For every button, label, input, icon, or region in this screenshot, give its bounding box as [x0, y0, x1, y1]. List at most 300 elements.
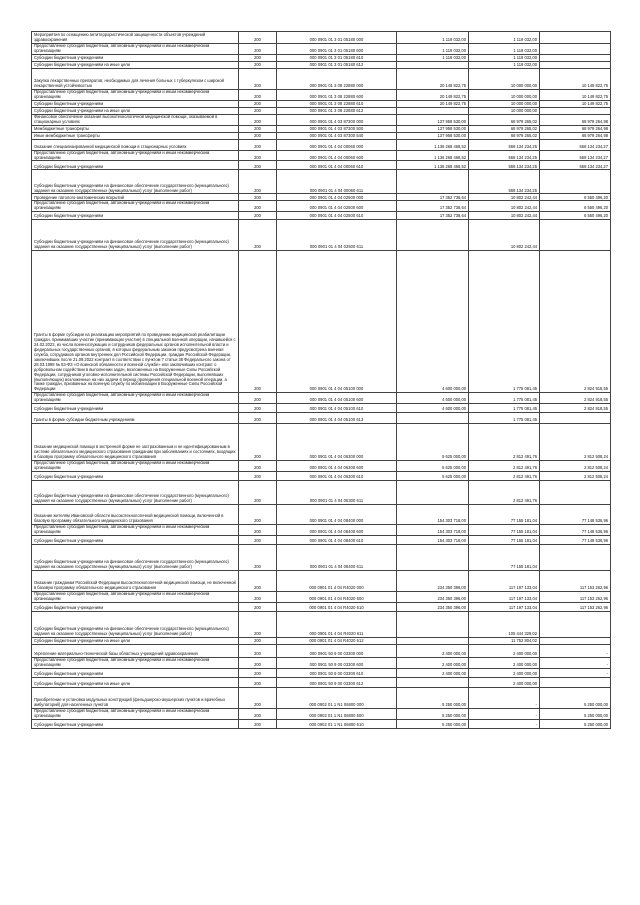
- executed-amount-cell: 2 812 491,76: [469, 424, 540, 461]
- expense-name-cell: Субсидии бюджетным учреждениям: [32, 54, 239, 61]
- line-code-cell: 200: [239, 107, 277, 114]
- expense-name-cell: Субсидии бюджетным учреждениям: [32, 535, 239, 544]
- expense-name-cell: Субсидии бюджетным учреждениям на иные цели: [32, 107, 239, 114]
- budget-classification-code-cell: 000 0901 01 3 08 22880 610: [277, 100, 397, 107]
- budget-classification-code-cell: 000 0901 01 3 08 22880 600: [277, 89, 397, 100]
- line-code-cell: 200: [239, 424, 277, 461]
- budget-classification-code-cell: 000 0901 01 3 01 05180 612: [277, 61, 397, 68]
- unexecuted-amount-cell: [540, 480, 611, 504]
- budget-classification-code-cell: 000 0901 01 4 04 00060 600: [277, 150, 397, 161]
- table-row: [32, 480, 611, 504]
- line-code-cell: 200: [239, 251, 277, 393]
- unexecuted-amount-cell: 117 153 262,96: [540, 591, 611, 602]
- table-row: [32, 591, 611, 602]
- executed-amount-cell: 568 134 234,25: [469, 139, 540, 150]
- line-code-cell: 200: [239, 611, 277, 637]
- budget-classification-code-cell: 000 0901 01 4 03 87300 540: [277, 132, 397, 139]
- line-code-cell: 200: [239, 89, 277, 100]
- table-row: [32, 404, 611, 413]
- expense-name-cell: Предоставление субсидий бюджетным, автономным учреждениям и иным некоммерческим организациям: [32, 44, 239, 55]
- budget-classification-code-cell: 000 0901 01 3 08 22880 000: [277, 68, 397, 89]
- approved-amount-cell: [397, 480, 469, 504]
- table-row: [32, 89, 611, 100]
- budget-classification-code-cell: 000 0902 01 1 N1 06800 600: [277, 708, 397, 719]
- executed-amount-cell: 2 400 000,00: [469, 677, 540, 687]
- unexecuted-amount-cell: [540, 611, 611, 637]
- budget-classification-code-cell: 000 0901 01 4 04 06300 600: [277, 461, 397, 472]
- budget-classification-code-cell: 000 0901 01 4 04 00060 611: [277, 170, 397, 194]
- executed-amount-cell: 10 802 242,44: [469, 201, 540, 212]
- executed-amount-cell: 1 119 032,00: [469, 44, 540, 55]
- expense-name-cell: Предоставление субсидий бюджетным, автономным учреждениям и иным некоммерческим организациям: [32, 461, 239, 472]
- unexecuted-amount-cell: 10 149 822,75: [540, 68, 611, 89]
- expense-name-cell: Предоставление субсидий бюджетным, автономным учреждениям и иным некоммерческим организациям: [32, 591, 239, 602]
- expense-name-cell: Гранты в форме субсидии на реализацию мероприятий по проведению медицинской реабилитации граждан, принимавших участие (принимающих участие) в специальной военной операции, начавшейся с 24.02.2022, из числа военнослужащих и сотрудников федеральных органов исполнительной власти и федеральных государственных органов, в которых федеральным законом предусмотрена военная служба, сотрудников органов внутренних дел Российской Федерации, граждан Российской Федерации, заключивших после 21.09.2022 контракт в соответствии с пунктом 7 статьи 38 Федерального закона от 28.03.1998 № 53-ФЗ «О воинской обязанности и военной службе» или заключивших контракт о добровольном содействии в выполнении задач, возложенных на Вооруженные Силы Российской Федерации, сотрудников уголовно-исполнительной системы Российской Федерации, выполнявших (выполняющих) возложенные на них задачи в период проведения специальной военной операции, а также граждан, призванных на военную службу по мобилизации в Вооруженные Силы Российской Федерации: [32, 251, 239, 393]
- expense-name-cell: Субсидии бюджетным учреждениям: [32, 471, 239, 480]
- table-row: [32, 570, 611, 591]
- expense-name-cell: Предоставление субсидий бюджетным, автономным учреждениям и иным некоммерческим организациям: [32, 708, 239, 719]
- unexecuted-amount-cell: [540, 44, 611, 55]
- expense-name-cell: Субсидии бюджетным учреждениям на финансовое обеспечение государственного (муниципального) задания на оказание государственных (муниципальных) услуг (выполнение работ): [32, 220, 239, 251]
- approved-amount-cell: [397, 413, 469, 424]
- table-row: [32, 170, 611, 194]
- table-row: [32, 644, 611, 657]
- executed-amount-cell: -: [469, 708, 540, 719]
- approved-amount-cell: 17 352 738,64: [397, 201, 469, 212]
- table-row: [32, 413, 611, 424]
- approved-amount-cell: 2 400 000,00: [397, 644, 469, 657]
- line-code-cell: 200: [239, 637, 277, 644]
- table-row: [32, 114, 611, 125]
- unexecuted-amount-cell: 6 550 496,20: [540, 201, 611, 212]
- unexecuted-amount-cell: [540, 544, 611, 570]
- table-row: [32, 139, 611, 150]
- expense-name-cell: Оказание медицинской помощи в экстренной форме не застрахованным и не идентифицированным в системе обязательного медицинского страхования гражданам при заболеваниях и состояниях, входящих в базовую программу обязательного медицинского страхования: [32, 424, 239, 461]
- executed-amount-cell: 117 197 133,04: [469, 591, 540, 602]
- approved-amount-cell: [397, 220, 469, 251]
- unexecuted-amount-cell: [540, 54, 611, 61]
- expense-name-cell: Иные межбюджетные трансферты: [32, 132, 239, 139]
- unexecuted-amount-cell: 2 824 918,55: [540, 251, 611, 393]
- table-row: [32, 125, 611, 132]
- approved-amount-cell: 1 119 032,00: [397, 32, 469, 44]
- expense-name-cell: Субсидии бюджетным учреждениям на финансовое обеспечение государственного (муниципального) задания на оказание государственных (муниципальных) услуг (выполнение работ): [32, 611, 239, 637]
- line-code-cell: 200: [239, 68, 277, 89]
- line-code-cell: 200: [239, 535, 277, 544]
- expense-name-cell: Субсидии бюджетным учреждениям на иные цели: [32, 637, 239, 644]
- budget-classification-code-cell: 000 0901 50 9 00 03300 612: [277, 677, 397, 687]
- table-row: [32, 220, 611, 251]
- unexecuted-amount-cell: [540, 107, 611, 114]
- unexecuted-amount-cell: 6 550 496,20: [540, 194, 611, 201]
- table-row: [32, 544, 611, 570]
- expense-name-cell: Укрепление материально-технической базы областных учреждений здравоохранения: [32, 644, 239, 657]
- line-code-cell: 200: [239, 161, 277, 170]
- budget-classification-code-cell: 000 0901 01 4 04 R4020 611: [277, 611, 397, 637]
- approved-amount-cell: 5 625 000,00: [397, 461, 469, 472]
- budget-classification-code-cell: 000 0901 01 4 04 R4020 600: [277, 591, 397, 602]
- approved-amount-cell: 1 136 268 468,52: [397, 139, 469, 150]
- executed-amount-cell: 10 802 242,44: [469, 212, 540, 220]
- line-code-cell: 200: [239, 132, 277, 139]
- budget-classification-code-cell: 000 0901 01 4 04 02500 611: [277, 220, 397, 251]
- table-row: [32, 471, 611, 480]
- table-row: [32, 708, 611, 719]
- line-code-cell: 200: [239, 212, 277, 220]
- budget-classification-code-cell: 000 0901 01 4 04 08400 600: [277, 524, 397, 535]
- table-row: [32, 61, 611, 68]
- executed-amount-cell: 1 119 032,00: [469, 32, 540, 44]
- executed-amount-cell: 77 155 181,04: [469, 535, 540, 544]
- line-code-cell: 200: [239, 125, 277, 132]
- budget-classification-code-cell: 000 0901 50 9 00 03300 610: [277, 668, 397, 677]
- table-row: [32, 719, 611, 728]
- approved-amount-cell: 137 958 530,00: [397, 132, 469, 139]
- approved-amount-cell: 4 600 000,00: [397, 251, 469, 393]
- budget-classification-code-cell: 000 0901 01 4 03 87300 500: [277, 125, 397, 132]
- budget-classification-code-cell: 000 0901 01 4 04 05100 600: [277, 393, 397, 404]
- approved-amount-cell: 234 350 396,00: [397, 570, 469, 591]
- approved-amount-cell: 234 350 396,00: [397, 591, 469, 602]
- executed-amount-cell: 2 812 491,76: [469, 480, 540, 504]
- expense-name-cell: Закупка лекарственных препаратов, необходимых для лечения больных с туберкулезом с широкой лекарственной устойчивостью: [32, 68, 239, 89]
- executed-amount-cell: 10 802 242,44: [469, 194, 540, 201]
- executed-amount-cell: 2 400 000,00: [469, 657, 540, 668]
- expense-name-cell: Субсидии бюджетным учреждениям: [32, 100, 239, 107]
- unexecuted-amount-cell: 2 824 918,55: [540, 393, 611, 404]
- table-row: [32, 54, 611, 61]
- table-row: [32, 611, 611, 637]
- unexecuted-amount-cell: [540, 677, 611, 687]
- executed-amount-cell: 117 197 133,04: [469, 570, 540, 591]
- executed-amount-cell: 1 775 081,45: [469, 413, 540, 424]
- table-row: [32, 687, 611, 708]
- unexecuted-amount-cell: 68 979 264,98: [540, 114, 611, 125]
- table-row: [32, 150, 611, 161]
- budget-classification-code-cell: 000 0901 01 4 04 06300 610: [277, 471, 397, 480]
- approved-amount-cell: [397, 544, 469, 570]
- table-row: [32, 524, 611, 535]
- approved-amount-cell: 20 149 822,75: [397, 100, 469, 107]
- approved-amount-cell: 154 303 718,00: [397, 504, 469, 524]
- expense-name-cell: Мероприятия по оснащению антитеррористической защищенности объектов учреждений здравоохранения: [32, 32, 239, 44]
- table-row: [32, 68, 611, 89]
- approved-amount-cell: [397, 61, 469, 68]
- executed-amount-cell: 1 119 032,00: [469, 61, 540, 68]
- budget-classification-code-cell: 000 0901 01 4 04 05100 610: [277, 404, 397, 413]
- executed-amount-cell: 1 119 032,00: [469, 54, 540, 61]
- approved-amount-cell: 137 958 530,00: [397, 114, 469, 125]
- line-code-cell: 200: [239, 393, 277, 404]
- unexecuted-amount-cell: -: [540, 657, 611, 668]
- line-code-cell: 200: [239, 677, 277, 687]
- approved-amount-cell: 1 136 268 468,52: [397, 150, 469, 161]
- table-row: [32, 535, 611, 544]
- line-code-cell: 200: [239, 480, 277, 504]
- line-code-cell: 200: [239, 404, 277, 413]
- line-code-cell: 200: [239, 524, 277, 535]
- budget-classification-code-cell: 000 0901 01 4 04 05100 000: [277, 251, 397, 393]
- line-code-cell: 200: [239, 719, 277, 728]
- expense-name-cell: Финансовое обеспечение оказания высокотехнологичной медицинской помощи, оказываемой в стационарных условиях: [32, 114, 239, 125]
- executed-amount-cell: 68 979 265,02: [469, 114, 540, 125]
- approved-amount-cell: 2 400 000,00: [397, 657, 469, 668]
- unexecuted-amount-cell: 68 979 264,98: [540, 132, 611, 139]
- budget-classification-code-cell: 000 0901 01 4 04 00060 000: [277, 139, 397, 150]
- executed-amount-cell: 10 000 000,00: [469, 68, 540, 89]
- line-code-cell: 200: [239, 644, 277, 657]
- executed-amount-cell: 11 752 804,02: [469, 637, 540, 644]
- line-code-cell: 200: [239, 591, 277, 602]
- expense-name-cell: Приобретение и установка модульных конструкций (фельдшерско-акушерских пунктов и врачебных амбулаторий) для населенных пунктов: [32, 687, 239, 708]
- expense-name-cell: Оказание гражданам Российской Федерации высокотехнологичной медицинской помощи, не включенной в базовую программу обязательного медицинского страхования: [32, 570, 239, 591]
- expense-name-cell: Предоставление субсидий бюджетным, автономным учреждениям и иным некоммерческим организациям: [32, 524, 239, 535]
- budget-classification-code-cell: 000 0901 01 4 04 00060 610: [277, 161, 397, 170]
- expense-name-cell: Предоставление субсидий бюджетным, автономным учреждениям и иным некоммерческим организациям: [32, 201, 239, 212]
- executed-amount-cell: 77 155 181,04: [469, 504, 540, 524]
- budget-classification-code-cell: 000 0901 50 9 00 03300 000: [277, 644, 397, 657]
- expense-name-cell: Субсидии бюджетным учреждениям: [32, 161, 239, 170]
- unexecuted-amount-cell: [540, 170, 611, 194]
- executed-amount-cell: 77 155 181,04: [469, 524, 540, 535]
- approved-amount-cell: [397, 637, 469, 644]
- unexecuted-amount-cell: [540, 413, 611, 424]
- unexecuted-amount-cell: -: [540, 644, 611, 657]
- line-code-cell: 200: [239, 668, 277, 677]
- expense-name-cell: Субсидии бюджетным учреждениям: [32, 719, 239, 728]
- executed-amount-cell: 10 000 000,00: [469, 107, 540, 114]
- executed-amount-cell: 568 134 234,25: [469, 170, 540, 194]
- line-code-cell: 200: [239, 54, 277, 61]
- budget-classification-code-cell: 000 0901 50 9 00 03300 600: [277, 657, 397, 668]
- executed-amount-cell: -: [469, 719, 540, 728]
- line-code-cell: 200: [239, 201, 277, 212]
- approved-amount-cell: 137 958 530,00: [397, 125, 469, 132]
- approved-amount-cell: 1 119 032,00: [397, 54, 469, 61]
- expense-name-cell: Предоставление субсидий бюджетным, автономным учреждениям и иным некоммерческим организациям: [32, 89, 239, 100]
- table-row: [32, 161, 611, 170]
- executed-amount-cell: 568 134 234,25: [469, 150, 540, 161]
- unexecuted-amount-cell: 2 812 508,24: [540, 424, 611, 461]
- expense-name-cell: Субсидии бюджетным учреждениям на финансовое обеспечение государственного (муниципального) задания на оказание государственных (муниципальных) услуг (выполнение работ): [32, 170, 239, 194]
- expense-name-cell: Предоставление субсидий бюджетным, автономным учреждениям и иным некоммерческим организациям: [32, 150, 239, 161]
- executed-amount-cell: 1 775 081,45: [469, 393, 540, 404]
- executed-amount-cell: 2 400 000,00: [469, 644, 540, 657]
- executed-amount-cell: 568 134 234,25: [469, 161, 540, 170]
- budget-classification-code-cell: 000 0901 01 3 08 22880 612: [277, 107, 397, 114]
- expense-name-cell: Проведение патолого-анатомических вскрытий: [32, 194, 239, 201]
- budget-classification-code-cell: 000 0901 01 4 04 02500 600: [277, 201, 397, 212]
- approved-amount-cell: 4 600 000,00: [397, 393, 469, 404]
- expense-name-cell: Субсидии бюджетным учреждениям: [32, 212, 239, 220]
- approved-amount-cell: 5 625 000,00: [397, 471, 469, 480]
- line-code-cell: 200: [239, 220, 277, 251]
- table-row: [32, 212, 611, 220]
- line-code-cell: 200: [239, 150, 277, 161]
- table-row: [32, 194, 611, 201]
- expense-name-cell: Межбюджетные трансферты: [32, 125, 239, 132]
- approved-amount-cell: 20 149 822,75: [397, 89, 469, 100]
- approved-amount-cell: 17 352 738,64: [397, 212, 469, 220]
- table-row: [32, 602, 611, 611]
- approved-amount-cell: 2 400 000,00: [397, 668, 469, 677]
- expense-name-cell: Субсидии бюджетным учреждениям: [32, 404, 239, 413]
- budget-classification-code-cell: 000 0901 01 4 04 08400 000: [277, 504, 397, 524]
- executed-amount-cell: 10 802 242,44: [469, 220, 540, 251]
- approved-amount-cell: 1 119 032,00: [397, 44, 469, 55]
- unexecuted-amount-cell: 5 250 000,00: [540, 687, 611, 708]
- line-code-cell: 200: [239, 504, 277, 524]
- unexecuted-amount-cell: 6 550 496,20: [540, 212, 611, 220]
- table-row: [32, 107, 611, 114]
- budget-classification-code-cell: 000 0901 01 4 04 R4020 612: [277, 637, 397, 644]
- executed-amount-cell: 2 812 491,76: [469, 471, 540, 480]
- unexecuted-amount-cell: 568 134 234,27: [540, 150, 611, 161]
- line-code-cell: 200: [239, 114, 277, 125]
- budget-classification-code-cell: 000 0901 01 4 04 02500 000: [277, 194, 397, 201]
- approved-amount-cell: 17 352 738,64: [397, 194, 469, 201]
- executed-amount-cell: 10 000 000,00: [469, 100, 540, 107]
- line-code-cell: 200: [239, 413, 277, 424]
- budget-classification-code-cell: 000 0901 01 3 01 05180 600: [277, 44, 397, 55]
- table-row: [32, 32, 611, 44]
- approved-amount-cell: 1 136 268 468,52: [397, 161, 469, 170]
- budget-classification-code-cell: 000 0901 01 4 04 R4020 610: [277, 602, 397, 611]
- unexecuted-amount-cell: 5 250 000,00: [540, 719, 611, 728]
- expense-name-cell: Субсидии бюджетным учреждениям на иные цели: [32, 61, 239, 68]
- table-row: [32, 668, 611, 677]
- unexecuted-amount-cell: 5 250 000,00: [540, 708, 611, 719]
- line-code-cell: 200: [239, 570, 277, 591]
- expense-name-cell: Субсидии бюджетным учреждениям на финансовое обеспечение государственного (муниципального) задания на оказание государственных (муниципальных) услуг (выполнение работ): [32, 544, 239, 570]
- approved-amount-cell: 4 600 000,00: [397, 404, 469, 413]
- approved-amount-cell: [397, 677, 469, 687]
- approved-amount-cell: 20 149 822,75: [397, 68, 469, 89]
- executed-amount-cell: 1 775 081,45: [469, 251, 540, 393]
- line-code-cell: 200: [239, 170, 277, 194]
- approved-amount-cell: [397, 107, 469, 114]
- budget-classification-code-cell: 000 0901 01 4 04 06300 000: [277, 424, 397, 461]
- approved-amount-cell: 5 250 000,00: [397, 719, 469, 728]
- executed-amount-cell: 68 979 265,02: [469, 125, 540, 132]
- unexecuted-amount-cell: 10 149 822,75: [540, 100, 611, 107]
- line-code-cell: 200: [239, 461, 277, 472]
- executed-amount-cell: 2 812 491,76: [469, 461, 540, 472]
- unexecuted-amount-cell: [540, 220, 611, 251]
- approved-amount-cell: 234 350 396,00: [397, 602, 469, 611]
- approved-amount-cell: 154 303 718,00: [397, 524, 469, 535]
- expense-name-cell: Оказание жителям Ивановской области высокотехнологичной медицинской помощи, включенной в базовую программу обязательного медицинского страхования: [32, 504, 239, 524]
- approved-amount-cell: 5 250 000,00: [397, 687, 469, 708]
- budget-classification-code-cell: 000 0901 01 4 04 05100 613: [277, 413, 397, 424]
- table-row: [32, 44, 611, 55]
- line-code-cell: 200: [239, 657, 277, 668]
- budget-classification-code-cell: 000 0901 01 3 01 05180 000: [277, 32, 397, 44]
- executed-amount-cell: 2 400 000,00: [469, 668, 540, 677]
- line-code-cell: 200: [239, 44, 277, 55]
- expense-name-cell: Субсидии бюджетным учреждениям: [32, 668, 239, 677]
- budget-classification-code-cell: 000 0902 01 1 N1 06800 610: [277, 719, 397, 728]
- executed-amount-cell: 1 775 081,45: [469, 404, 540, 413]
- executed-amount-cell: 68 979 265,02: [469, 132, 540, 139]
- unexecuted-amount-cell: 2 812 508,24: [540, 471, 611, 480]
- table-row: [32, 201, 611, 212]
- budget-classification-code-cell: 000 0901 01 4 04 08400 611: [277, 544, 397, 570]
- unexecuted-amount-cell: 117 153 262,96: [540, 570, 611, 591]
- expense-name-cell: Субсидии бюджетным учреждениям на финансовое обеспечение государственного (муниципального) задания на оказание государственных (муниципальных) услуг (выполнение работ): [32, 480, 239, 504]
- unexecuted-amount-cell: [540, 32, 611, 44]
- unexecuted-amount-cell: 117 153 262,96: [540, 602, 611, 611]
- table-row: [32, 657, 611, 668]
- expense-name-cell: Предоставление субсидий бюджетным, автономным учреждениям и иным некоммерческим организациям: [32, 393, 239, 404]
- expense-name-cell: Субсидии бюджетным учреждениям: [32, 602, 239, 611]
- unexecuted-amount-cell: -: [540, 668, 611, 677]
- approved-amount-cell: 154 303 718,00: [397, 535, 469, 544]
- line-code-cell: 200: [239, 61, 277, 68]
- budget-classification-code-cell: 000 0902 01 1 N1 06800 000: [277, 687, 397, 708]
- expense-name-cell: Субсидии бюджетным учреждениям на иные цели: [32, 677, 239, 687]
- budget-classification-code-cell: 000 0901 01 4 04 06300 611: [277, 480, 397, 504]
- table-row: [32, 637, 611, 644]
- executed-amount-cell: -: [469, 687, 540, 708]
- table-row: [32, 132, 611, 139]
- unexecuted-amount-cell: [540, 637, 611, 644]
- table-row: [32, 100, 611, 107]
- unexecuted-amount-cell: 77 148 536,96: [540, 535, 611, 544]
- executed-amount-cell: 10 000 000,00: [469, 89, 540, 100]
- unexecuted-amount-cell: 2 812 508,24: [540, 461, 611, 472]
- line-code-cell: 200: [239, 708, 277, 719]
- budget-classification-code-cell: 000 0901 01 4 03 87300 000: [277, 114, 397, 125]
- expense-name-cell: Оказание специализированной медицинской помощи в стационарных условиях: [32, 139, 239, 150]
- unexecuted-amount-cell: 568 134 234,27: [540, 161, 611, 170]
- line-code-cell: 200: [239, 32, 277, 44]
- line-code-cell: 200: [239, 471, 277, 480]
- table-row: [32, 677, 611, 687]
- line-code-cell: 200: [239, 687, 277, 708]
- line-code-cell: 200: [239, 100, 277, 107]
- table-row: [32, 504, 611, 524]
- table-row: [32, 393, 611, 404]
- unexecuted-amount-cell: 68 979 264,98: [540, 125, 611, 132]
- table-row: [32, 424, 611, 461]
- table-row: [32, 251, 611, 393]
- expense-name-cell: Гранты в форме субсидии бюджетным учреждениям: [32, 413, 239, 424]
- line-code-cell: 200: [239, 139, 277, 150]
- line-code-cell: 200: [239, 602, 277, 611]
- approved-amount-cell: 5 250 000,00: [397, 708, 469, 719]
- budget-classification-code-cell: 000 0901 01 4 04 02500 610: [277, 212, 397, 220]
- approved-amount-cell: 5 625 000,00: [397, 424, 469, 461]
- executed-amount-cell: 77 155 181,04: [469, 544, 540, 570]
- executed-amount-cell: 117 197 133,04: [469, 602, 540, 611]
- line-code-cell: 200: [239, 194, 277, 201]
- approved-amount-cell: [397, 170, 469, 194]
- unexecuted-amount-cell: 77 148 536,96: [540, 504, 611, 524]
- unexecuted-amount-cell: 568 134 234,27: [540, 139, 611, 150]
- unexecuted-amount-cell: 77 148 536,96: [540, 524, 611, 535]
- budget-execution-table: [31, 31, 611, 729]
- unexecuted-amount-cell: [540, 61, 611, 68]
- budget-classification-code-cell: 000 0901 01 3 01 05180 610: [277, 54, 397, 61]
- executed-amount-cell: 105 444 329,02: [469, 611, 540, 637]
- budget-classification-code-cell: 000 0901 01 4 04 R4020 000: [277, 570, 397, 591]
- unexecuted-amount-cell: 10 149 822,75: [540, 89, 611, 100]
- unexecuted-amount-cell: 2 824 918,55: [540, 404, 611, 413]
- budget-classification-code-cell: 000 0901 01 4 04 08400 610: [277, 535, 397, 544]
- approved-amount-cell: [397, 611, 469, 637]
- line-code-cell: 200: [239, 544, 277, 570]
